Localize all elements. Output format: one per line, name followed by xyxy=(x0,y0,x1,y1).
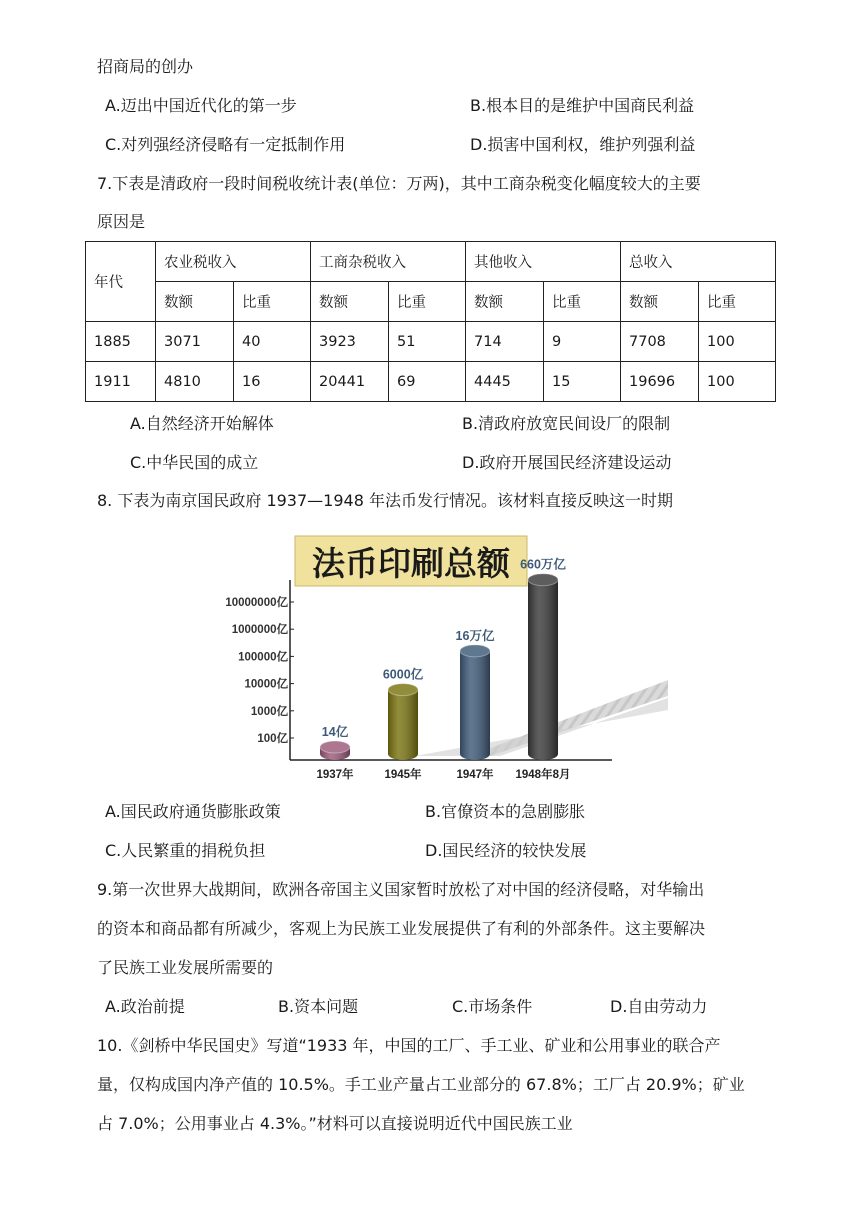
table-cell: 3923 xyxy=(311,322,389,362)
option-9c: C.市场条件 xyxy=(452,997,533,1016)
option-7b: B.清政府放宽民间设厂的限制 xyxy=(462,414,671,433)
option-8b: B.官僚资本的急剧膨胀 xyxy=(425,802,586,821)
table-header-total: 总收入 xyxy=(621,242,776,282)
table-cell: 3071 xyxy=(156,322,234,362)
question-6-stem-tail: 招商局的创办 xyxy=(97,57,194,76)
bar-1937年 xyxy=(320,741,350,760)
table-subheader: 数额 xyxy=(311,282,389,322)
y-tick-label: 1000000亿 xyxy=(231,624,288,637)
table-subheader: 数额 xyxy=(156,282,234,322)
table-subheader: 比重 xyxy=(234,282,311,322)
option-8d: D.国民经济的较快发展 xyxy=(425,841,587,860)
table-cell: 1885 xyxy=(86,322,156,362)
question-10-stem-line-1: 10.《剑桥中华民国史》写道“1933 年，中国的工厂、手工业、矿业和公用事业的联合产 xyxy=(97,1036,721,1055)
table-subheader: 比重 xyxy=(389,282,466,322)
option-7d: D.政府开展国民经济建设运动 xyxy=(462,453,672,472)
x-tick-label: 1937年 xyxy=(316,769,354,781)
table-cell: 19696 xyxy=(621,362,699,402)
option-6c: C.对列强经济侵略有一定抵制作用 xyxy=(105,135,346,154)
table-cell: 1911 xyxy=(86,362,156,402)
table-cell: 4445 xyxy=(466,362,544,402)
question-7-stem-line-2: 原因是 xyxy=(97,212,146,231)
currency-issuance-chart xyxy=(200,528,670,790)
table-subheader: 数额 xyxy=(466,282,544,322)
question-10-stem-line-3: 占 7.0%；公用事业占 4.3%。”材料可以直接说明近代中国民族工业 xyxy=(97,1114,573,1133)
table-cell: 714 xyxy=(466,322,544,362)
bar-value-label: 6000亿 xyxy=(382,667,424,682)
table-cell: 9 xyxy=(544,322,621,362)
option-9b: B.资本问题 xyxy=(278,997,359,1016)
table-cell: 4810 xyxy=(156,362,234,402)
bar-value-label: 660万亿 xyxy=(520,557,566,572)
option-6b: B.根本目的是维护中国商民利益 xyxy=(470,96,695,115)
chart-title: 法币印刷总额 xyxy=(312,544,510,583)
question-9-stem-line-1: 9.第一次世界大战期间，欧洲各帝国主义国家暂时放松了对中国的经济侵略，对华输出 xyxy=(97,880,705,899)
bar-value-label: 16万亿 xyxy=(455,628,495,643)
table-header-commerce: 工商杂税收入 xyxy=(311,242,466,282)
table-cell: 15 xyxy=(544,362,621,402)
tax-statistics-table xyxy=(85,241,776,402)
table-subheader: 比重 xyxy=(544,282,621,322)
y-tick-label: 1000亿 xyxy=(250,705,288,718)
table-cell: 20441 xyxy=(311,362,389,402)
table-cell: 100 xyxy=(699,322,776,362)
y-tick-label: 100亿 xyxy=(257,733,288,745)
bar-1948年8月 xyxy=(528,574,558,760)
option-6d: D.损害中国利权，维护列强利益 xyxy=(470,135,696,154)
table-header-agriculture: 农业税收入 xyxy=(156,242,311,282)
table-subheader-row xyxy=(86,282,776,322)
bar-value-label: 14亿 xyxy=(321,725,349,739)
table-row xyxy=(86,322,776,362)
table-row xyxy=(86,362,776,402)
table-cell: 7708 xyxy=(621,322,699,362)
bar-1947年 xyxy=(460,645,490,760)
y-tick-label: 10000000亿 xyxy=(225,597,288,609)
option-8c: C.人民繁重的捐税负担 xyxy=(105,841,266,860)
option-7c: C.中华民国的成立 xyxy=(130,453,259,472)
table-header-other: 其他收入 xyxy=(466,242,621,282)
table-subheader: 数额 xyxy=(621,282,699,322)
question-9-stem-line-3: 了民族工业发展所需要的 xyxy=(97,958,274,977)
option-8a: A.国民政府通货膨胀政策 xyxy=(105,802,281,821)
x-tick-label: 1945年 xyxy=(384,769,422,781)
table-header-year: 年代 xyxy=(86,242,156,322)
x-tick-label: 1948年8月 xyxy=(515,769,571,781)
question-8-stem: 8. 下表为南京国民政府 1937—1948 年法币发行情况。该材料直接反映这一时期 xyxy=(97,491,673,510)
table-subheader: 比重 xyxy=(699,282,776,322)
table-cell: 69 xyxy=(389,362,466,402)
option-6a: A.迈出中国近代化的第一步 xyxy=(105,96,297,115)
option-9a: A.政治前提 xyxy=(105,997,185,1016)
option-9d: D.自由劳动力 xyxy=(610,997,708,1016)
option-7a: A.自然经济开始解体 xyxy=(130,414,274,433)
table-cell: 100 xyxy=(699,362,776,402)
table-cell: 51 xyxy=(389,322,466,362)
x-tick-label: 1947年 xyxy=(456,769,494,781)
bar-1945年 xyxy=(388,684,418,760)
y-tick-label: 100000亿 xyxy=(238,651,288,664)
question-7-stem-line-1: 7.下表是清政府一段时间税收统计表(单位：万两)，其中工商杂税变化幅度较大的主要 xyxy=(97,174,701,193)
question-9-stem-line-2: 的资本和商品都有所减少，客观上为民族工业发展提供了有利的外部条件。这主要解决 xyxy=(97,919,706,938)
table-cell: 16 xyxy=(234,362,311,402)
table-cell: 40 xyxy=(234,322,311,362)
y-tick-label: 10000亿 xyxy=(244,678,288,691)
question-10-stem-line-2: 量，仅构成国内净产值的 10.5%。手工业产量占工业部分的 67.8%；工厂占 20.9%；矿业 xyxy=(97,1075,745,1094)
table-header-row xyxy=(86,242,776,282)
